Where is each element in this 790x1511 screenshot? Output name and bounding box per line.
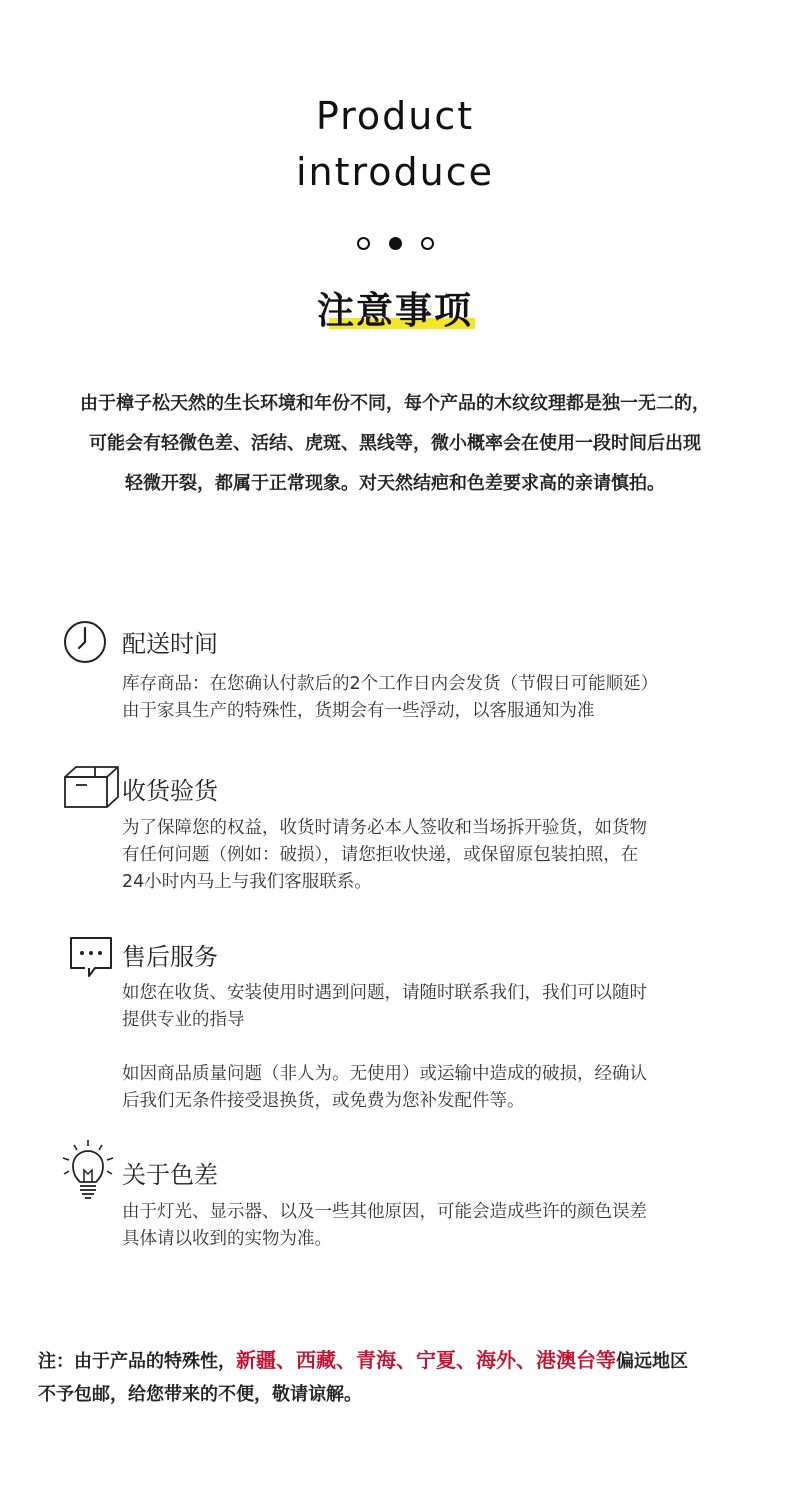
body-line: 由于家具生产的特殊性，货期会有一些浮动，以客服通知为准 [122, 701, 595, 721]
section-title: 关于色差 [122, 1161, 218, 1189]
section-body [122, 980, 742, 1115]
indicator-dot-active [389, 237, 402, 250]
section-title: 售后服务 [122, 943, 218, 971]
intro-line: 由于樟子松天然的生长环境和年份不同，每个产品的木纹纹理都是独一无二的， [80, 393, 710, 414]
section-body [122, 671, 742, 725]
lightbulb-icon [60, 1138, 116, 1206]
chat-icon [68, 935, 114, 979]
body-line: 如因商品质量问题（非人为。无使用）或运输中造成的破损，经确认 [122, 1064, 647, 1084]
note-suffix: 偏远地区 [616, 1351, 688, 1372]
intro-line: 可能会有轻微色差、活结、虎斑、黑线等，微小概率会在使用一段时间后出现 [89, 433, 701, 454]
body-line: 有任何问题（例如：破损），请您拒收快递，或保留原包装拍照，在 [122, 845, 639, 865]
shipping-note [38, 1344, 778, 1411]
note-line-2: 不予包邮，给您带来的不便，敬请谅解。 [38, 1384, 362, 1405]
body-line: 提供专业的指导 [122, 1010, 245, 1030]
section-title: 配送时间 [122, 630, 218, 658]
body-line: 如您在收货、安装使用时遇到问题，请随时联系我们，我们可以随时 [122, 983, 647, 1003]
title-line2: introduce [295, 150, 495, 194]
body-line: 由于灯光、显示器、以及一些其他原因，可能会造成些许的颜色误差 [122, 1202, 647, 1222]
body-line: 24小时内马上与我们客服联系。 [122, 872, 372, 892]
note-line-1 [38, 1344, 778, 1378]
section-title: 收货验货 [122, 777, 218, 805]
heading-text: 注意事项 [317, 289, 473, 332]
note-prefix: 注：由于产品的特殊性， [38, 1351, 236, 1372]
box-icon [62, 764, 120, 810]
section-heading [317, 289, 473, 333]
intro-paragraph [0, 384, 790, 504]
clock-icon [62, 619, 108, 665]
note-regions: 新疆、西藏、青海、宁夏、海外、港澳台等 [236, 1348, 616, 1372]
indicator-dot [357, 237, 370, 250]
body-line: 为了保障您的权益，收货时请务必本人签收和当场拆开验货，如货物 [122, 818, 647, 838]
section-body [122, 1199, 742, 1253]
intro-line: 轻微开裂，都属于正常现象。对天然结疤和色差要求高的亲请慎拍。 [125, 473, 665, 494]
body-line: 后我们无条件接受退换货，或免费为您补发配件等。 [122, 1091, 525, 1111]
title-line1: Product [315, 94, 475, 138]
body-line [122, 1034, 742, 1061]
section-body [122, 815, 742, 896]
body-line: 库存商品：在您确认付款后的2个工作日内会发货（节假日可能顺延） [122, 674, 659, 694]
page-indicator [0, 237, 790, 250]
indicator-dot [421, 237, 434, 250]
body-line: 具体请以收到的实物为准。 [122, 1229, 332, 1249]
